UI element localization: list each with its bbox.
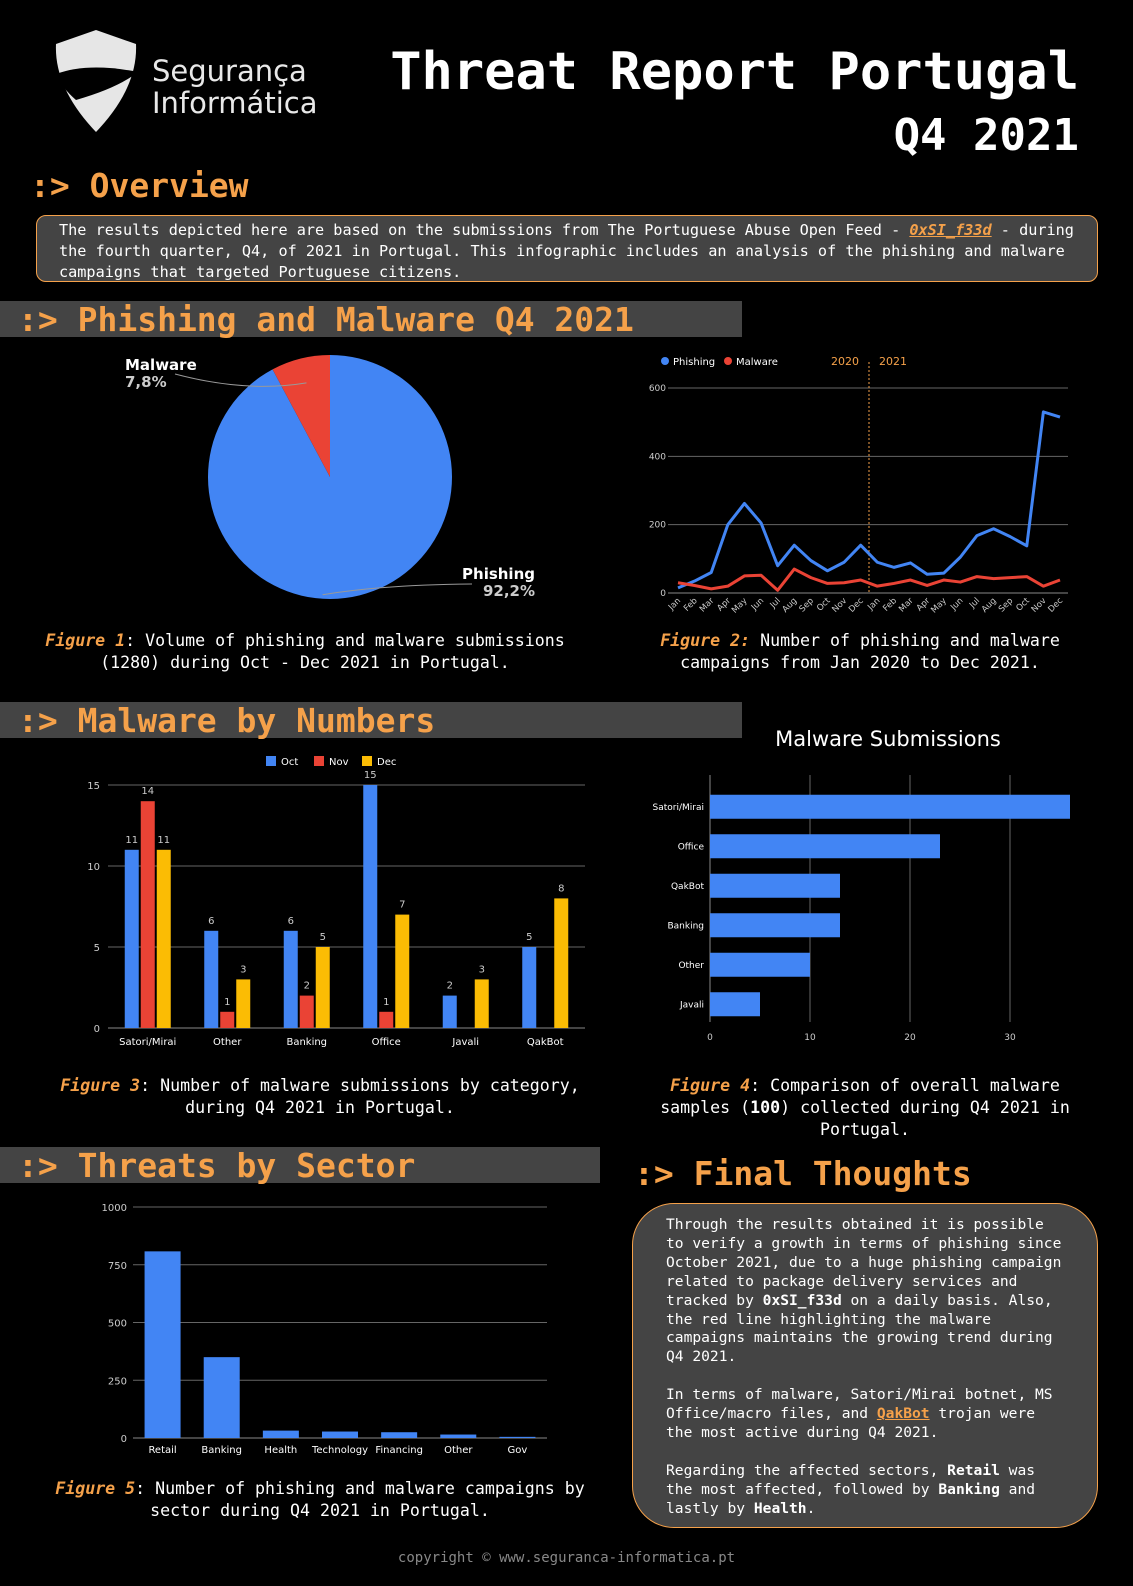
- hbar-bar-5: [710, 992, 760, 1016]
- hbar-bar-1: [710, 834, 940, 858]
- malware-numbers-heading: :> Malware by Numbers: [18, 701, 436, 740]
- bar-nov-0: [141, 801, 155, 1028]
- line-xtick-11: Dec: [847, 596, 866, 615]
- final-paragraph-3: [666, 1462, 1069, 1519]
- legend-label-malware: Malware: [736, 357, 778, 368]
- legend-swatch-dec: [362, 756, 372, 766]
- hbar-ytick-4: Other: [678, 960, 704, 971]
- bar-oct-4: [443, 996, 457, 1028]
- line-xtick-8: Sep: [797, 596, 816, 615]
- final-paragraph-2: [666, 1386, 1069, 1443]
- hbar-bar-3: [710, 913, 840, 937]
- line-xtick-13: Feb: [881, 596, 900, 614]
- bar-dec-4: [475, 979, 489, 1028]
- line-xtick-2: Mar: [697, 596, 717, 615]
- bar-label-nov-3: 1: [383, 996, 390, 1008]
- figure-4-label: Figure 4: [670, 1076, 751, 1095]
- sector-bar-0: [145, 1251, 181, 1438]
- groupbar-xtick-5: QakBot: [526, 1037, 564, 1048]
- hbar-ytick-2: QakBot: [670, 881, 704, 892]
- groupbar-ytick-2: 10: [87, 862, 100, 873]
- sector-xtick-4: Financing: [375, 1445, 423, 1456]
- final-p3-banking: Banking: [938, 1480, 1000, 1498]
- line-xtick-14: Mar: [897, 596, 916, 615]
- hbar-ytick-1: Office: [677, 842, 704, 853]
- brand-name: [152, 55, 317, 119]
- figure-3-text: : Number of malware submissions by category, during Q4 2021 in Portugal.: [140, 1076, 580, 1117]
- figure-5-label: Figure 5: [55, 1479, 136, 1498]
- line-xtick-5: Jun: [749, 596, 767, 613]
- groupbar-xtick-3: Office: [371, 1037, 401, 1048]
- bar-dec-2: [316, 947, 330, 1028]
- bar-dec-3: [395, 915, 409, 1028]
- figure-4-caption: [640, 1075, 1090, 1141]
- line-ytick-0: 0: [660, 589, 666, 599]
- final-p2-a: In terms of malware, Satori/Mirai botnet, MS Office/macro files, and: [666, 1386, 1053, 1423]
- line-xtick-18: Jul: [967, 596, 983, 611]
- line-year-label-1: 2021: [879, 355, 907, 368]
- bar-oct-5: [522, 947, 536, 1028]
- groupbar-xtick-4: Javali: [452, 1037, 480, 1048]
- feed-link[interactable]: 0xSI_f33d: [909, 221, 992, 239]
- sector-ytick-1: 250: [107, 1376, 127, 1388]
- legend-label-phishing: Phishing: [673, 357, 716, 368]
- groupbar-xtick-1: Other: [213, 1037, 242, 1048]
- final-p3-d: and lastly by: [666, 1480, 1036, 1517]
- sector-bar-5: [440, 1435, 476, 1438]
- hbar-ytick-3: Banking: [667, 921, 704, 932]
- phishing-malware-heading: :> Phishing and Malware Q4 2021: [18, 300, 634, 339]
- bar-label-oct-2: 6: [287, 915, 294, 927]
- horizontal-bar-chart: [650, 730, 1090, 1060]
- groupbar-ytick-3: 15: [87, 781, 100, 792]
- bar-label-nov-0: 14: [141, 786, 155, 798]
- figure-4-text-a: : Comparison of overall malware samples (: [660, 1076, 1060, 1117]
- bar-nov-2: [300, 996, 314, 1028]
- bar-oct-0: [125, 850, 139, 1028]
- final-p3-health: Health: [753, 1499, 807, 1517]
- groupbar-ytick-1: 5: [93, 943, 100, 954]
- line-xtick-15: Apr: [914, 596, 933, 614]
- hbar-bar-0: [710, 795, 1070, 819]
- sector-ytick-0: 0: [120, 1434, 127, 1445]
- shield-logo-icon: [48, 28, 144, 136]
- bar-label-oct-4: 2: [446, 980, 453, 992]
- sector-xtick-3: Technology: [311, 1445, 369, 1456]
- line-year-label-0: 2020: [831, 355, 859, 368]
- line-ytick-2: 400: [648, 452, 666, 463]
- sector-xtick-5: Other: [444, 1445, 473, 1456]
- hbar-title: Malware Submissions: [775, 730, 1001, 751]
- sector-bar-2: [263, 1431, 299, 1438]
- line-xtick-23: Dec: [1046, 596, 1066, 615]
- hbar-bar-2: [710, 874, 840, 898]
- brand-line-2: Informática: [152, 86, 318, 120]
- line-xtick-6: Jul: [768, 596, 783, 611]
- pie-label-malware: Malware: [125, 356, 197, 374]
- pie-value-malware: 7,8%: [125, 373, 167, 391]
- figure-1-caption: [20, 630, 590, 674]
- sector-xtick-2: Health: [264, 1445, 298, 1456]
- bar-label-dec-1: 3: [240, 964, 247, 976]
- sector-xtick-0: Retail: [148, 1445, 177, 1456]
- line-xtick-19: Aug: [979, 596, 999, 615]
- line-xtick-20: Sep: [996, 596, 1016, 615]
- bar-label-nov-1: 1: [224, 996, 231, 1008]
- hbar-xtick-2: 20: [904, 1033, 916, 1043]
- overview-text-2: - during the fourth quarter, Q4, of 2021 in Portugal. This infographic includes an analysis of the phishing and malware campaigns that targeted Portuguese citizens.: [59, 221, 1074, 281]
- line-xtick-21: Oct: [1014, 596, 1032, 614]
- bar-label-dec-3: 7: [399, 899, 406, 911]
- line-xtick-7: Aug: [780, 596, 800, 615]
- brand-line-1: Segurança: [152, 54, 307, 88]
- hbar-xtick-3: 30: [1004, 1033, 1016, 1043]
- hbar-ytick-5: Javali: [679, 1000, 704, 1011]
- final-p2-b: trojan were the most active during Q4 2021.: [666, 1405, 1036, 1441]
- figure-4-total: 100: [750, 1098, 781, 1117]
- final-p3-a: Regarding the affected sectors,: [666, 1461, 948, 1479]
- figure-2-caption: [630, 630, 1090, 674]
- bar-label-oct-0: 11: [125, 834, 139, 846]
- page-subtitle: Q4 2021: [893, 110, 1079, 161]
- figure-2-label: Figure 2:: [660, 631, 751, 650]
- sector-ytick-4: 1000: [101, 1203, 127, 1214]
- line-xtick-10: Nov: [830, 596, 850, 615]
- sector-ytick-3: 750: [107, 1260, 127, 1272]
- bar-nov-1: [220, 1012, 234, 1028]
- bar-oct-1: [204, 931, 218, 1028]
- line-xtick-1: Feb: [682, 596, 700, 614]
- legend-dot-phishing: [661, 357, 669, 365]
- overview-box: [36, 215, 1098, 282]
- figure-4-text-b: ) collected during Q4 2021 in Portugal.: [780, 1098, 1070, 1139]
- line-xtick-4: May: [730, 596, 750, 616]
- sector-bar-4: [381, 1432, 417, 1438]
- sector-bar-6: [499, 1437, 535, 1438]
- sector-ytick-2: 500: [107, 1318, 127, 1330]
- copyright: copyright © www.seguranca-informatica.pt: [397, 1550, 736, 1566]
- figure-1-text: : Volume of phishing and malware submissions (1280) during Oct - Dec 2021 in Portugal.: [100, 631, 565, 672]
- line-xtick-12: Jan: [866, 596, 883, 613]
- bar-dec-0: [157, 850, 171, 1028]
- sector-bar-1: [204, 1357, 240, 1438]
- hbar-xtick-0: 0: [707, 1033, 713, 1043]
- bar-oct-3: [363, 785, 377, 1028]
- overview-heading: :> Overview: [30, 166, 249, 205]
- line-xtick-17: Jun: [949, 596, 966, 613]
- hbar-ytick-0: Satori/Mirai: [652, 802, 704, 813]
- bar-dec-5: [554, 898, 568, 1028]
- bar-nov-3: [379, 1012, 393, 1028]
- final-p3-c: was the most affected, followed by: [666, 1461, 1036, 1498]
- bar-label-nov-2: 2: [303, 980, 310, 992]
- figure-2-text: Number of phishing and malware campaigns from Jan 2020 to Dec 2021.: [680, 631, 1060, 672]
- pie-value-phishing: 92,2%: [482, 582, 535, 600]
- figure-3-label: Figure 3: [60, 1076, 141, 1095]
- line-chart: [640, 350, 1085, 620]
- sector-bar-3: [322, 1432, 358, 1438]
- bar-oct-2: [284, 931, 298, 1028]
- line-ytick-1: 200: [648, 520, 666, 531]
- bar-label-dec-4: 3: [478, 964, 485, 976]
- bar-label-oct-3: 15: [363, 770, 377, 781]
- bar-label-oct-5: 5: [526, 932, 533, 943]
- grouped-bar-chart: [70, 755, 595, 1065]
- groupbar-ytick-0: 0: [93, 1024, 100, 1035]
- legend-label-dec: Dec: [377, 757, 397, 768]
- final-p3-e: .: [806, 1499, 816, 1517]
- page-title: Threat Report Portugal: [390, 42, 1079, 102]
- line-xtick-9: Oct: [815, 596, 833, 614]
- legend-label-oct: Oct: [281, 757, 299, 768]
- sector-xtick-1: Banking: [201, 1445, 243, 1456]
- bar-label-dec-5: 8: [558, 883, 565, 895]
- figure-5-caption: [40, 1478, 600, 1522]
- bar-label-oct-1: 6: [208, 915, 215, 927]
- final-p3-retail: Retail: [947, 1461, 1000, 1479]
- final-thoughts-heading: :> Final Thoughts: [634, 1154, 972, 1193]
- final-p1-b: on a daily basis. Also, the red line highlighting the malware campaigns maintains the growing trend during Q4 2021.: [666, 1291, 1053, 1366]
- legend-swatch-nov: [314, 756, 324, 766]
- figure-3-caption: [60, 1075, 580, 1119]
- groupbar-xtick-0: Satori/Mirai: [119, 1037, 177, 1048]
- legend-swatch-oct: [266, 756, 276, 766]
- final-paragraph-1: [666, 1216, 1069, 1367]
- overview-text-1: The results depicted here are based on the submissions from The Portuguese Abuse Open Feed -: [59, 221, 910, 239]
- hbar-xtick-1: 10: [804, 1033, 816, 1043]
- line-xtick-3: Apr: [715, 596, 733, 614]
- hbar-bar-4: [710, 953, 810, 977]
- legend-dot-malware: [724, 357, 732, 365]
- bar-label-dec-2: 5: [319, 932, 326, 943]
- qakbot-link[interactable]: QakBot: [876, 1405, 930, 1423]
- bar-dec-1: [236, 979, 250, 1028]
- line-xtick-0: Jan: [666, 596, 684, 613]
- figure-1-label: Figure 1: [45, 631, 126, 650]
- sector-bar-chart: [85, 1195, 555, 1460]
- pie-label-phishing: Phishing: [462, 565, 535, 583]
- legend-label-nov: Nov: [329, 757, 349, 768]
- sector-xtick-6: Gov: [507, 1445, 528, 1456]
- threats-sector-heading: :> Threats by Sector: [18, 1146, 416, 1185]
- final-thoughts-box: [632, 1203, 1098, 1528]
- pie-chart: [100, 350, 560, 615]
- bar-label-dec-0: 11: [157, 834, 171, 846]
- final-p1-bold: 0xSI_f33d: [762, 1291, 842, 1309]
- line-ytick-3: 600: [648, 384, 666, 394]
- line-xtick-16: May: [929, 596, 949, 616]
- final-p1-a: Through the results obtained it is possible to verify a growth in terms of phishing since October 2021, due to a huge phishing campaign related to package delivery services and tracked by: [666, 1216, 1062, 1309]
- figure-5-text: : Number of phishing and malware campaigns by sector during Q4 2021 in Portugal.: [135, 1479, 585, 1520]
- line-xtick-22: Nov: [1029, 596, 1049, 615]
- groupbar-xtick-2: Banking: [286, 1037, 328, 1048]
